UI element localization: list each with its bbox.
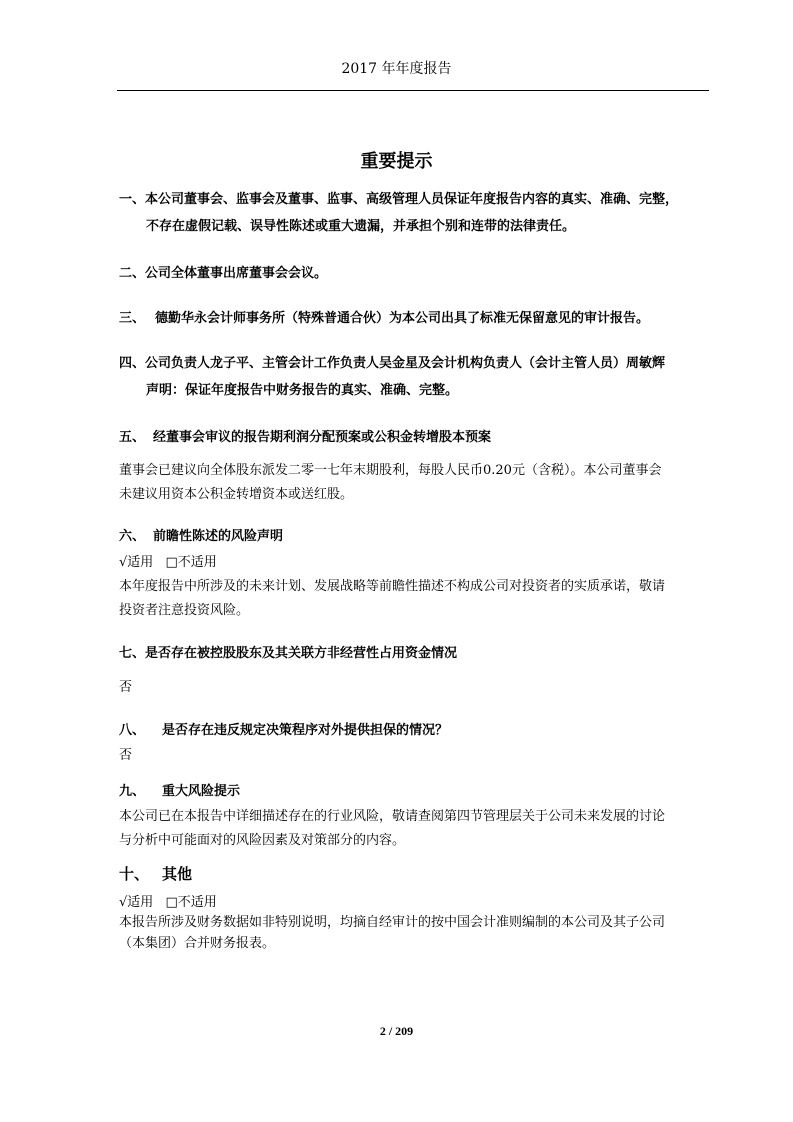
- section-10-title: 其他: [162, 865, 193, 883]
- section-2: 二、公司全体董事出席董事会会议。: [119, 266, 328, 281]
- section-10-number: 十、: [119, 865, 150, 883]
- not-applicable-unchecked: □不适用: [165, 555, 217, 570]
- section-10-body-line-1: 本报告所涉及财务数据如非特别说明，均摘自经审计的按中国会计准则编制的本公司及其子公司: [119, 915, 666, 930]
- not-applicable-unchecked: □不适用: [165, 895, 217, 910]
- applicable-checked: √适用: [119, 895, 154, 910]
- section-4-line-2: 声明：保证年度报告中财务报告的真实、准确、完整。: [146, 383, 459, 398]
- section-7-title: 七、是否存在被控股股东及其关联方非经营性占用资金情况: [119, 646, 458, 661]
- applicable-checked: √适用: [119, 555, 154, 570]
- section-3-number: 三、: [119, 311, 146, 326]
- running-header: 2017 年年度报告: [341, 61, 452, 77]
- section-5-body-line-1: 董事会已建议向全体股东派发二零一七年末期股利，每股人民币0.20元（含税）。本公司董事会: [119, 463, 662, 478]
- section-9-number: 九、: [119, 784, 146, 799]
- section-5-title: 经董事会审议的报告期利润分配预案或公积金转增股本预案: [153, 430, 492, 445]
- section-9-body-line-2: 与分析中可能面对的风险因素及对策部分的内容。: [119, 833, 406, 848]
- section-6-checkbox-row: [119, 551, 217, 570]
- section-6-body-line-2: 投资者注意投资风险。: [119, 603, 250, 618]
- section-10-body-line-2: （本集团）合并财务报表。: [119, 936, 276, 951]
- section-7-answer: 否: [119, 680, 133, 695]
- section-6-body-line-1: 本年度报告中所涉及的未来计划、发展战略等前瞻性描述不构成公司对投资者的实质承诺，敬请: [119, 579, 666, 594]
- section-8-number: 八、: [119, 723, 146, 738]
- section-3-text: 德勤华永会计师事务所（特殊普通合伙）为本公司出具了标准无保留意见的审计报告。: [155, 311, 650, 326]
- section-9-body-line-1: 本公司已在本报告中详细描述存在的行业风险，敬请查阅第四节管理层关于公司未来发展的讨论: [119, 809, 666, 824]
- section-5-body-line-2: 未建议用资本公积金转增资本或送红股。: [119, 487, 354, 502]
- section-1-line-2: 不存在虚假记载、误导性陈述或重大遗漏，并承担个别和连带的法律责任。: [146, 219, 576, 234]
- section-5-number: 五、: [119, 430, 146, 445]
- page-number: 2 / 209: [379, 1024, 414, 1038]
- section-6-number: 六、: [119, 529, 146, 544]
- header-divider: [117, 90, 709, 91]
- section-8-title: 是否存在违反规定决策程序对外提供担保的情况？: [162, 723, 449, 738]
- section-8-answer: 否: [119, 748, 133, 763]
- page-title: 重要提示: [360, 151, 433, 172]
- section-1-line-1: 一、本公司董事会、监事会及董事、监事、高级管理人员保证年度报告内容的真实、准确、完整，: [119, 192, 679, 207]
- section-10-checkbox-row: [119, 891, 217, 910]
- section-6-title: 前瞻性陈述的风险声明: [153, 529, 284, 544]
- section-9-title: 重大风险提示: [162, 784, 241, 799]
- section-4-line-1: 四、公司负责人龙子平、主管会计工作负责人吴金星及会计机构负责人（会计主管人员）周敏辉: [119, 356, 666, 371]
